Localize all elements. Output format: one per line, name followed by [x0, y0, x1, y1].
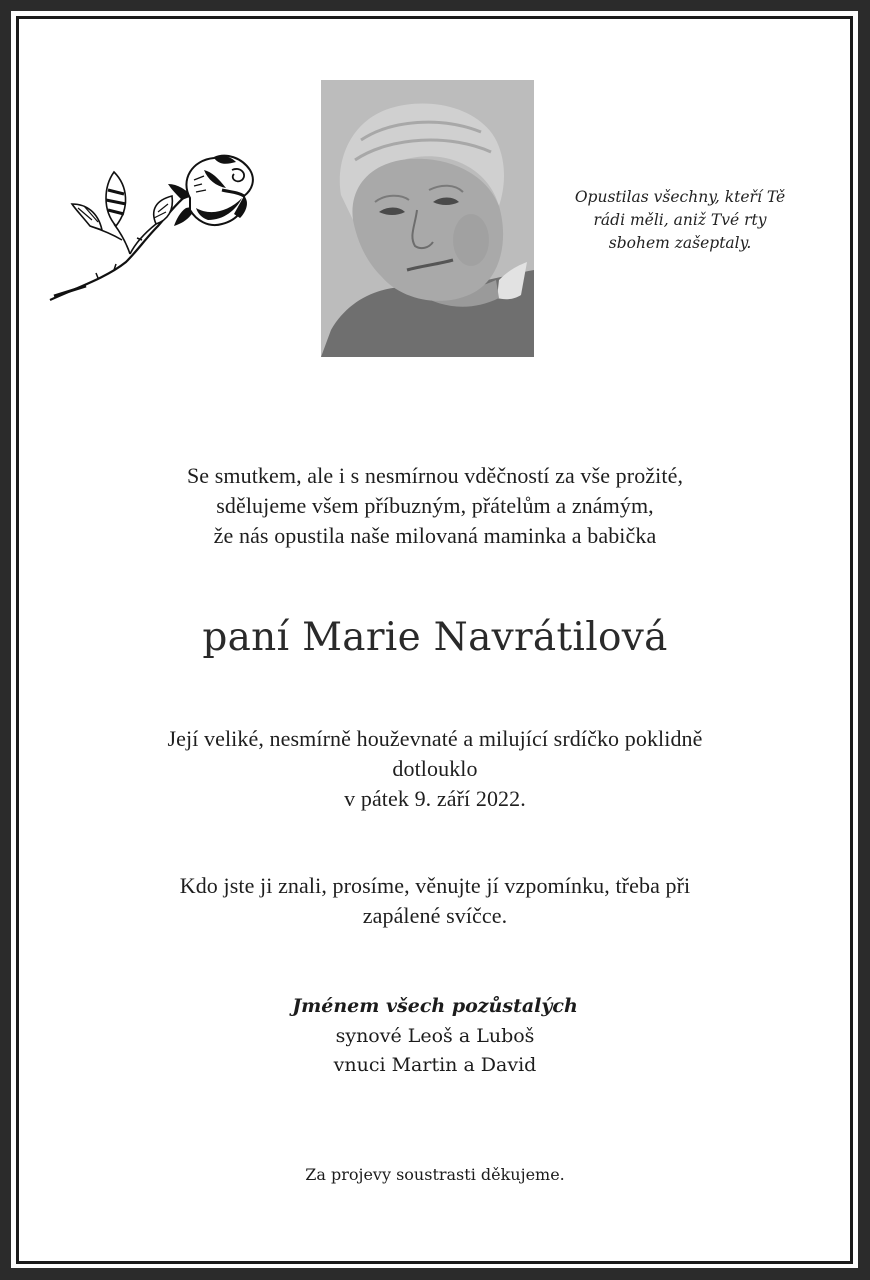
mourner-line: vnuci Martin a David — [333, 1054, 537, 1076]
memorial-quote — [552, 186, 808, 255]
remembrance-line: Kdo jste ji znali, prosíme, věnujte jí vzpomínku, třeba při — [179, 873, 691, 898]
condolence-thanks: Za projevy soustrasti děkujeme. — [305, 1165, 565, 1184]
passing-line: dotlouklo — [392, 756, 478, 781]
signoff-block — [0, 990, 870, 1080]
passing-date: v pátek 9. září 2022. — [344, 786, 526, 811]
passing-paragraph — [0, 724, 870, 814]
deceased-name: paní Marie Navrátilová — [202, 615, 668, 660]
portrait-photo — [321, 80, 534, 357]
remembrance-line: zapálené svíčce. — [362, 903, 508, 928]
passing-line: Její veliké, nesmírně houževnaté a milující srdíčko poklidně — [167, 726, 703, 751]
mourner-line: synové Leoš a Luboš — [335, 1025, 535, 1047]
signoff-heading: Jménem všech pozůstalých — [292, 995, 578, 1017]
announcement-paragraph — [0, 461, 870, 551]
quote-line: Opustilas všechny, kteří Tě — [574, 188, 786, 206]
quote-line: rádi měli, aniž Tvé rty — [593, 211, 767, 229]
announcement-line: Se smutkem, ale i s nesmírnou vděčností za vše prožité, — [186, 463, 684, 488]
announcement-line: že nás opustila naše milovaná maminka a babička — [213, 523, 657, 548]
rose-icon — [46, 150, 256, 310]
remembrance-paragraph — [0, 871, 870, 931]
announcement-line: sdělujeme všem příbuzným, přátelům a známým, — [216, 493, 654, 518]
quote-line: sbohem zašeptaly. — [608, 234, 752, 252]
